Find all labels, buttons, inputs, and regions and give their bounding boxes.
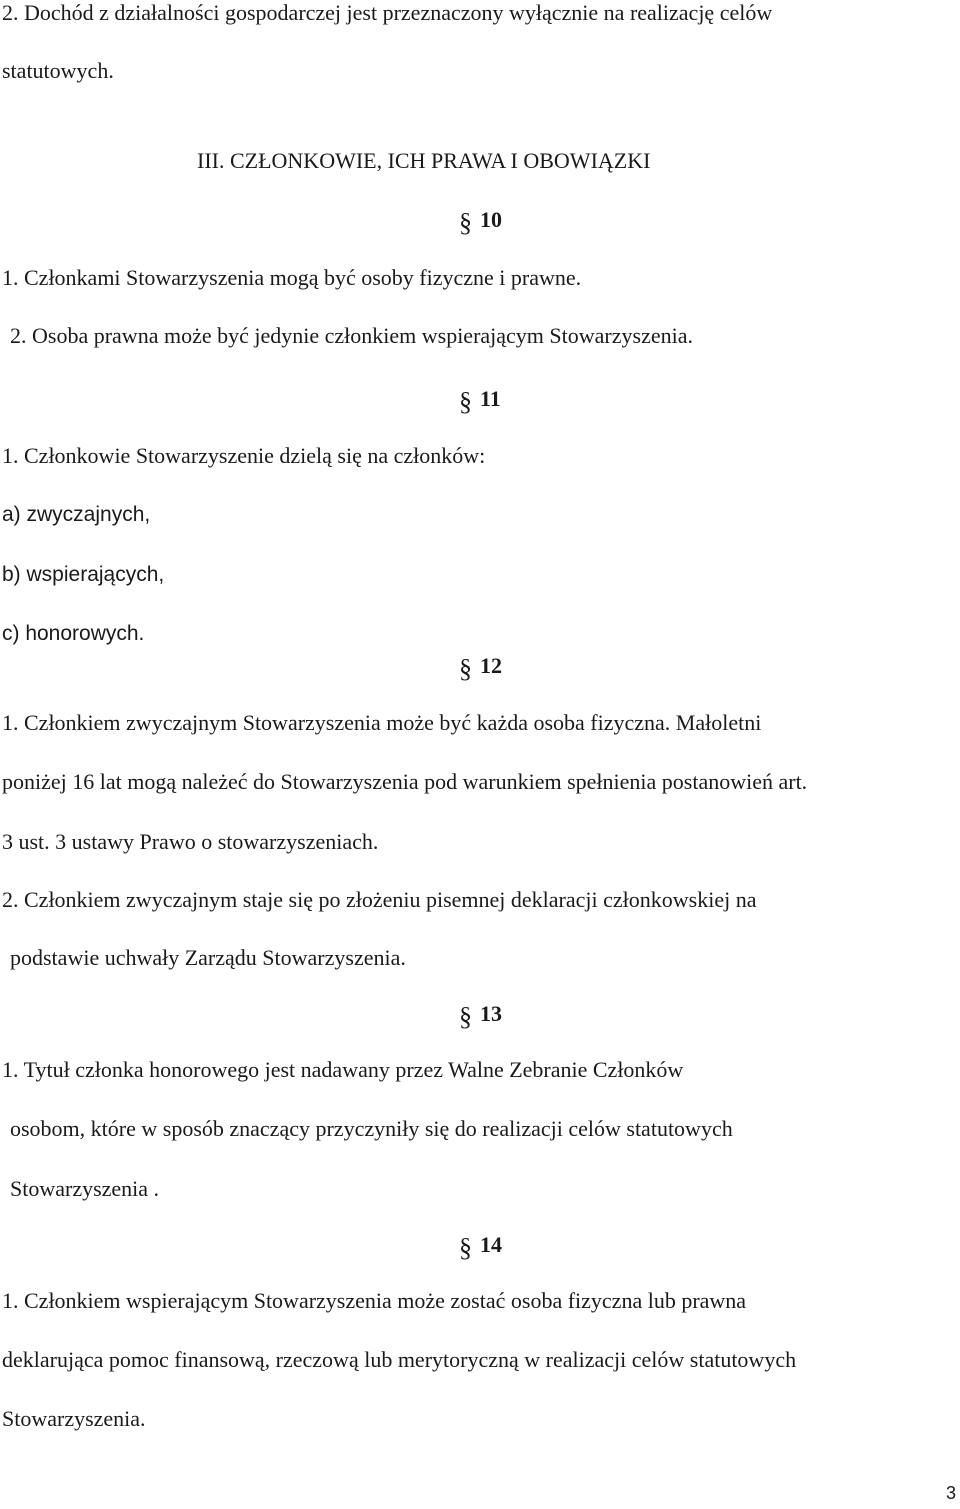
section-sign-icon: § bbox=[459, 387, 472, 416]
section-14-line-2: deklarująca pomoc finansową, rzeczową lub merytoryczną w realizacji celów statutowych bbox=[2, 1347, 797, 1372]
paragraph-heading-12 bbox=[459, 652, 502, 683]
section-sign-icon: § bbox=[459, 654, 472, 683]
section-12-line-2: poniżej 16 lat mogą należeć do Stowarzyszenia pod warunkiem spełnienia postanowień art. bbox=[2, 769, 808, 794]
section-sign-icon: § bbox=[459, 1233, 472, 1262]
chapter-heading: III. CZŁONKOWIE, ICH PRAWA I OBOWIĄZKI bbox=[197, 148, 651, 173]
section-13-line-1: 1. Tytuł członka honorowego jest nadawany przez Walne Zebranie Członków bbox=[2, 1057, 684, 1082]
section-10-line-2: 2. Osoba prawna może być jedynie członkiem wspierającym Stowarzyszenia. bbox=[10, 323, 693, 348]
paragraph-heading-13 bbox=[459, 1000, 502, 1031]
paragraph-heading-14 bbox=[459, 1231, 502, 1262]
section-12-line-1: 1. Członkiem zwyczajnym Stowarzyszenia może być każda osoba fizyczna. Małoletni bbox=[2, 710, 762, 735]
section-11-line-4: c) honorowych. bbox=[2, 622, 145, 645]
section-12-line-3: 3 ust. 3 ustawy Prawo o stowarzyszeniach. bbox=[2, 829, 379, 854]
section-sign-icon: § bbox=[459, 1002, 472, 1031]
section-11-line-1: 1. Członkowie Stowarzyszenie dzielą się na członków: bbox=[2, 443, 486, 468]
paragraph-number: 11 bbox=[480, 386, 501, 411]
paragraph-number: 10 bbox=[480, 207, 502, 232]
section-sign-icon: § bbox=[459, 208, 472, 237]
section-14-line-3: Stowarzyszenia. bbox=[2, 1406, 146, 1431]
page-number: 3 bbox=[945, 1483, 956, 1503]
paragraph-heading-10 bbox=[459, 206, 502, 237]
section-12-line-4: 2. Członkiem zwyczajnym staje się po złożeniu pisemnej deklaracji członkowskiej na bbox=[2, 887, 757, 912]
section-13-line-2: osobom, które w sposób znaczący przyczyniły się do realizacji celów statutowych bbox=[10, 1116, 733, 1141]
paragraph-heading-11 bbox=[459, 385, 501, 416]
paragraph-number: 14 bbox=[480, 1232, 502, 1257]
intro-line-1: 2. Dochód z działalności gospodarczej jest przeznaczony wyłącznie na realizację celów bbox=[2, 0, 773, 25]
paragraph-number: 12 bbox=[480, 653, 502, 678]
section-10-line-1: 1. Członkami Stowarzyszenia mogą być osoby fizyczne i prawne. bbox=[2, 265, 582, 290]
section-11-line-3: b) wspierających, bbox=[2, 563, 165, 586]
intro-line-2: statutowych. bbox=[2, 58, 114, 83]
section-14-line-1: 1. Członkiem wspierającym Stowarzyszenia może zostać osoba fizyczna lub prawna bbox=[2, 1288, 747, 1313]
paragraph-number: 13 bbox=[480, 1001, 502, 1026]
section-12-line-5: podstawie uchwały Zarządu Stowarzyszenia. bbox=[10, 945, 406, 970]
section-13-line-3: Stowarzyszenia . bbox=[10, 1176, 160, 1201]
section-11-line-2: a) zwyczajnych, bbox=[2, 503, 151, 526]
